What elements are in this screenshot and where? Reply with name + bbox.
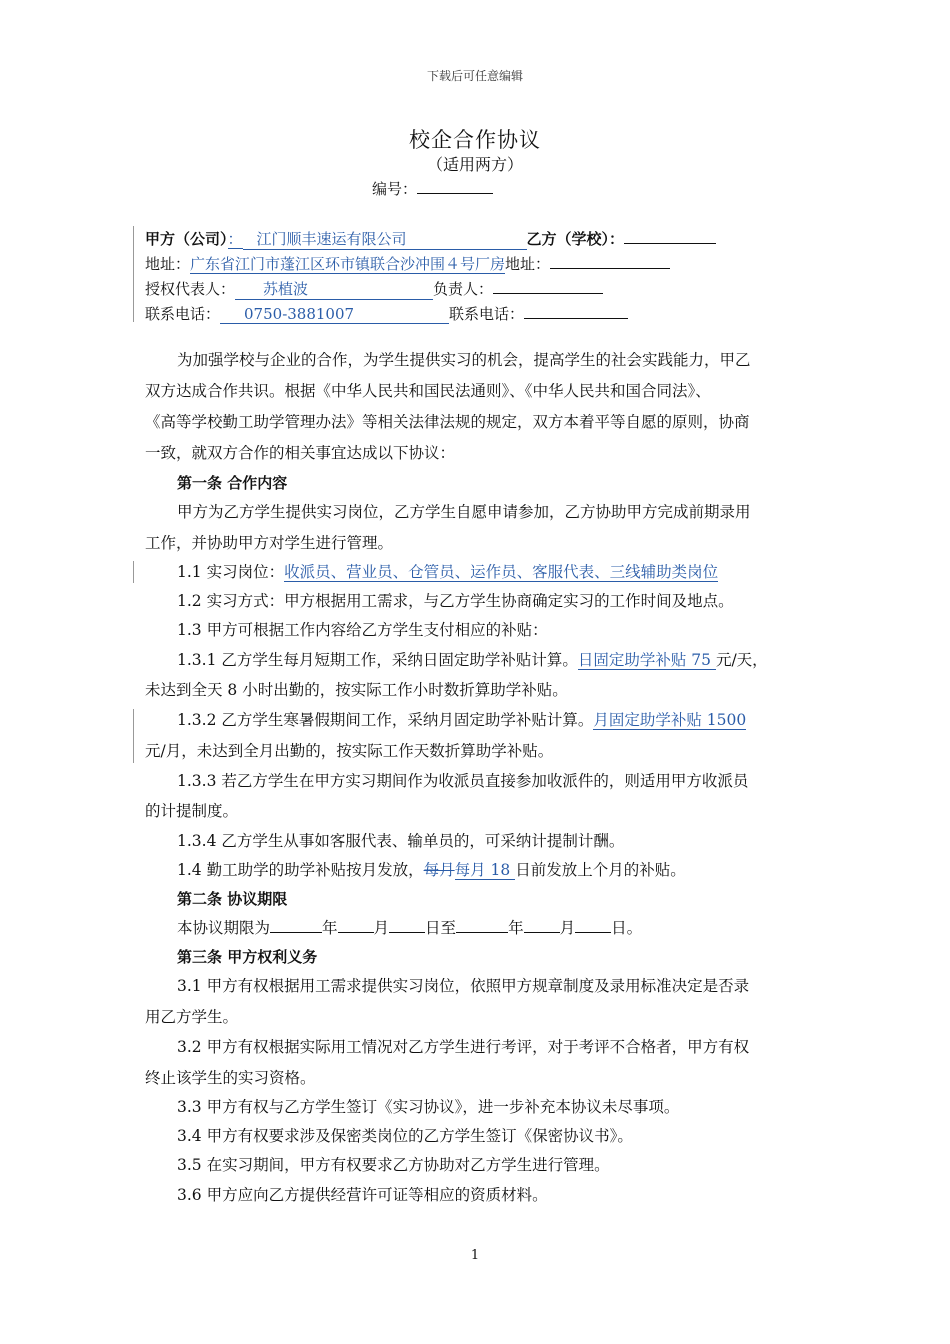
clause-1-2: 1.2 实习方式：甲方根据用工需求，与乙方学生协商确定实习的工作时间及地点。: [177, 592, 734, 610]
clause-1-3-2-cont: 元/月，未达到全月出勤的，按实际工作天数折算助学补贴。: [145, 742, 554, 760]
clause-1-3-3: 1.3.3 若乙方学生在甲方实习期间作为收派员直接参加收派件的，则适用甲方收派员: [177, 772, 749, 790]
clause-3-4: 3.4 甲方有权要求涉及保密类岗位的乙方学生签订《保密协议书》。: [177, 1127, 633, 1145]
day-end-label: 日。: [611, 919, 643, 937]
article-1-paragraph: 工作，并协助甲方对学生进行管理。: [145, 534, 394, 552]
number-label: 编号：: [372, 180, 418, 198]
clause-3-2-cont: 终止该学生的实习资格。: [145, 1069, 316, 1087]
intro-line: 为加强学校与企业的合作，为学生提供实习的机会，提高学生的社会实践能力，甲乙: [177, 351, 751, 369]
party-a-colon: ：: [227, 230, 243, 248]
clause-3-3: 3.3 甲方有权与乙方学生签订《实习协议》，进一步补充本协议未尽事项。: [177, 1098, 680, 1116]
clause-1-3-1-text: 1.3.1 乙方学生每月短期工作，采纳日固定助学补贴计算。: [177, 651, 578, 669]
monthly-subsidy: 月固定助学补贴 1500: [593, 711, 747, 729]
party-a-address-label: 地址：: [145, 255, 191, 273]
month-label: 月: [559, 919, 576, 937]
clause-3-1-cont: 用乙方学生。: [145, 1008, 239, 1026]
article-1-paragraph: 甲方为乙方学生提供实习岗位，乙方学生自愿申请参加，乙方协助甲方完成前期录用: [177, 503, 751, 521]
period-label: 本协议期限为: [177, 919, 271, 937]
start-day-blank: [389, 918, 425, 933]
party-b-address-label: 地址：: [505, 255, 551, 273]
clause-1-4-text: 1.4 勤工助学的助学补贴按月发放，: [177, 861, 424, 879]
party-b-label: 乙方（学校）：: [526, 230, 625, 248]
deleted-text: 每月: [423, 861, 455, 879]
header-note: 下载后可任意编辑: [426, 69, 523, 83]
party-a-name: 江门顺丰速运有限公司: [243, 228, 527, 250]
daily-unit: 元/天，: [715, 651, 768, 669]
number-field: [372, 178, 493, 199]
intro-line: 一致，就双方合作的相关事宜达成以下协议：: [145, 444, 456, 462]
clause-1-1-label: 1.1 实习岗位：: [177, 563, 285, 581]
clause-3-5: 3.5 在实习期间，甲方有权要求乙方协助对乙方学生进行管理。: [177, 1156, 610, 1174]
end-month-blank: [524, 918, 560, 933]
end-day-blank: [575, 918, 611, 933]
page-number: 1: [470, 1248, 480, 1263]
start-year-blank: [270, 918, 322, 933]
article-1-title: 第一条 合作内容: [177, 474, 288, 492]
agreement-period: [177, 913, 642, 943]
party-b-address-blank: [550, 254, 670, 269]
clause-1-3-1: [177, 645, 768, 675]
party-row-4: [145, 303, 628, 324]
year-label: 年: [508, 919, 524, 937]
start-month-blank: [338, 918, 374, 933]
clause-1-3-3-cont: 的计提制度。: [145, 802, 239, 820]
clause-1-4-text-end: 日前发放上个月的补贴。: [515, 861, 686, 879]
article-2-title: 第二条 协议期限: [177, 890, 288, 908]
number-blank: [417, 179, 493, 194]
clause-1-3-2: [177, 705, 746, 735]
party-b-rep-blank: [493, 279, 603, 294]
clause-3-6: 3.6 甲方应向乙方提供经营许可证等相应的资质材料。: [177, 1186, 548, 1204]
clause-1-4: [177, 855, 686, 885]
clause-3-2: 3.2 甲方有权根据实际用工情况对乙方学生进行考评，对于考评不合格者，甲方有权: [177, 1038, 750, 1056]
party-b-phone-label: 联系电话：: [449, 305, 525, 323]
day-to-label: 日至: [425, 919, 457, 937]
clause-1-1: [177, 557, 718, 587]
party-row-3: [145, 278, 603, 300]
clause-1-1-positions: 收派员、营业员、仓管员、运作员、客服代表、三线辅助类岗位: [284, 563, 719, 581]
revision-bar: [133, 561, 134, 583]
clause-1-3-4: 1.3.4 乙方学生从事如客服代表、输单员的，可采纳计提制计酬。: [177, 832, 625, 850]
clause-1-3-2-text: 1.3.2 乙方学生寒暑假期间工作，采纳月固定助学补贴计算。: [177, 711, 594, 729]
year-label: 年: [322, 919, 338, 937]
party-b-name-blank: [624, 229, 716, 244]
clause-3-1: 3.1 甲方有权根据用工需求提供实习岗位，依照甲方规章制度及录用标准决定是否录: [177, 977, 750, 995]
party-row-2: [145, 253, 670, 274]
intro-line: 双方达成合作共识。根据《中华人民共和国民法通则》、《中华人民共和国合同法》、: [145, 382, 711, 400]
document-title: 校企合作协议: [409, 128, 541, 152]
payment-day: 每月 18: [454, 861, 516, 879]
month-label: 月: [373, 919, 390, 937]
document-subtitle: （适用两方）: [426, 155, 523, 174]
party-a-rep-label: 授权代表人：: [145, 280, 236, 298]
article-3-title: 第三条 甲方权利义务: [177, 948, 318, 966]
revision-bar: [133, 226, 134, 322]
party-row-1: [145, 228, 716, 250]
intro-line: 《高等学校勤工助学管理办法》等相关法律法规的规定，双方本着平等自愿的原则，协商: [145, 413, 750, 431]
party-a-rep: 苏植波: [235, 278, 433, 300]
party-b-rep-label: 负责人：: [433, 280, 494, 298]
party-a-phone-label: 联系电话：: [145, 305, 221, 323]
party-b-phone-blank: [524, 304, 628, 319]
revision-bar: [133, 709, 134, 763]
clause-1-3: 1.3 甲方可根据工作内容给乙方学生支付相应的补贴：: [177, 621, 548, 639]
party-a-address: 广东省江门市蓬江区环市镇联合沙冲围４号厂房: [190, 255, 506, 273]
clause-1-3-1-cont: 未达到全天 8 小时出勤的，按实际工作小时数折算助学补贴。: [145, 681, 568, 699]
end-year-blank: [456, 918, 508, 933]
party-a-phone: 0750-3881007: [220, 305, 449, 324]
party-a-label: 甲方（公司）: [145, 230, 228, 248]
daily-subsidy: 日固定助学补贴 75: [577, 651, 716, 669]
